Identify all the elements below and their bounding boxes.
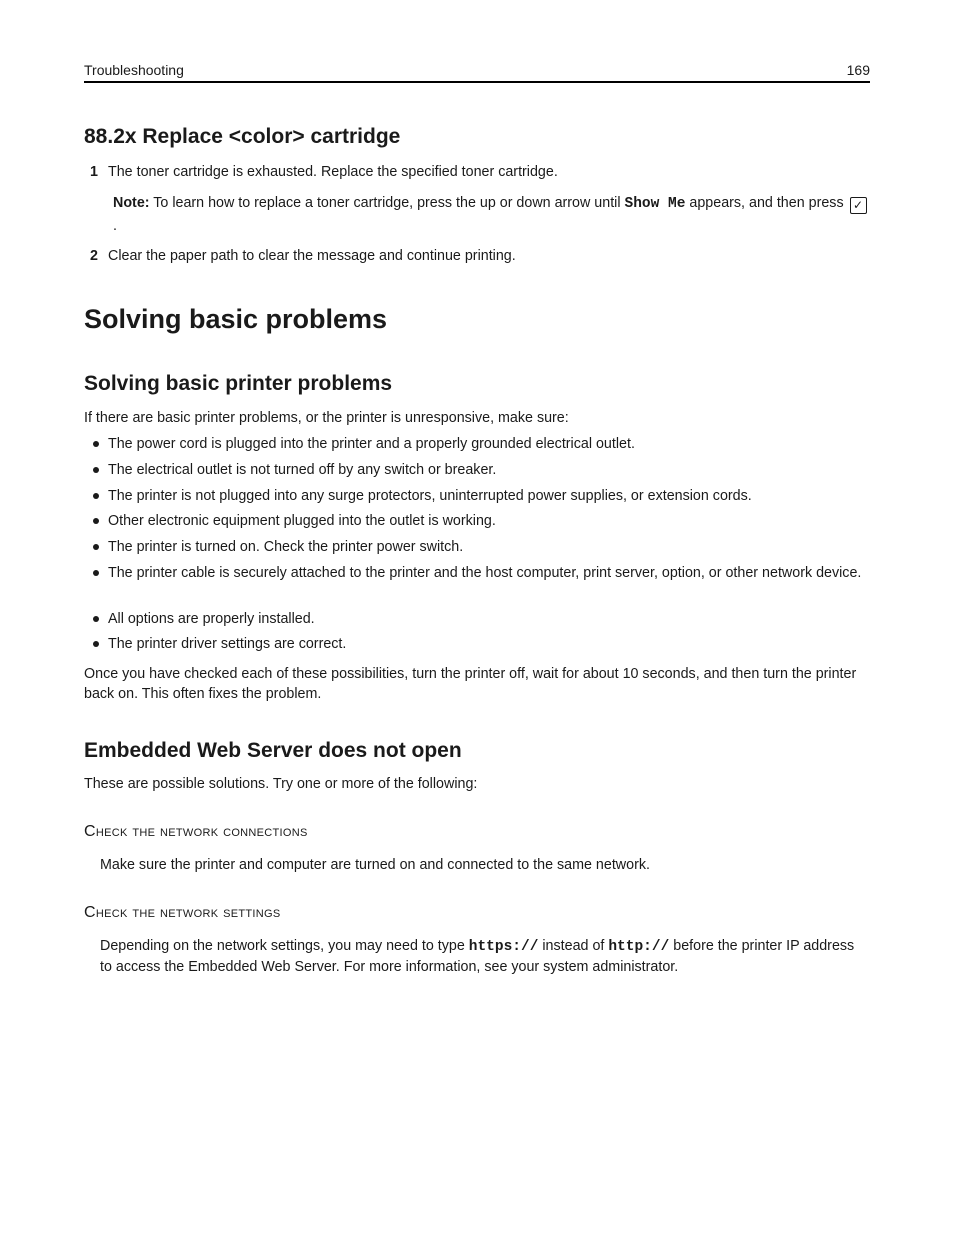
step-number: 1 — [90, 164, 98, 180]
list-item: All options are properly installed. — [84, 609, 870, 634]
bullet-icon — [93, 641, 99, 647]
list-item: The printer is turned on. Check the printer power switch. — [84, 537, 870, 563]
step-text: The toner cartridge is exhausted. Replace the specified toner cartridge. — [108, 164, 558, 180]
note-text: To learn how to replace a toner cartridge, press the up or down arrow until — [149, 195, 625, 211]
note-block — [113, 192, 870, 237]
checklist — [84, 434, 870, 660]
section-heading-basic-printer-problems: Solving basic printer problems — [84, 372, 393, 395]
list-item: The printer is not plugged into any surge protectors, uninterrupted power supplies, or extension cords. — [84, 486, 870, 511]
page-number: 169 — [846, 62, 870, 78]
step-text: Clear the paper path to clear the message and continue printing. — [108, 248, 516, 264]
checkmark-key-icon: ✓ — [850, 197, 867, 214]
step-1 — [84, 162, 870, 182]
bullet-icon — [93, 467, 99, 473]
ews-intro: These are possible solutions. Try one or more of the following: — [84, 776, 478, 792]
section-heading-ews: Embedded Web Server does not open — [84, 739, 462, 762]
header-section-title: Troubleshooting — [84, 62, 184, 78]
bullet-icon — [93, 441, 99, 447]
http-code: http:// — [608, 939, 670, 955]
bullet-icon — [93, 544, 99, 550]
bullet-icon — [93, 616, 99, 622]
step-2 — [84, 246, 870, 266]
subheading-check-settings: Check the network settings — [84, 904, 281, 921]
check-settings-text: Depending on the network settings, you may need to type https:// instead of http:// before the printer IP address to access the Embedded Web Server. For more information, see your system administrator. — [100, 938, 855, 975]
step-number: 2 — [90, 248, 98, 264]
list-item: The power cord is plugged into the printer and a properly grounded electrical outlet. — [84, 434, 870, 460]
check-connections-text: Make sure the printer and computer are turned on and connected to the same network. — [100, 857, 650, 873]
bullet-icon — [93, 518, 99, 524]
note-label: Note: — [113, 195, 150, 211]
list-item: The printer cable is securely attached to the printer and the host computer, print server, option, or other network device. — [84, 563, 870, 609]
subheading-check-connections: Check the network connections — [84, 823, 308, 840]
show-me-code: Show Me — [624, 196, 686, 212]
bullet-icon — [93, 570, 99, 576]
list-item: Other electronic equipment plugged into the outlet is working. — [84, 511, 870, 537]
section-heading-88-2x: 88.2x Replace <color> cartridge — [84, 125, 401, 148]
outro-paragraph: Once you have checked each of these possibilities, turn the printer off, wait for about 10 seconds, and then turn the printer back on. This often fixes the problem. — [84, 666, 857, 702]
list-item: The electrical outlet is not turned off by any switch or breaker. — [84, 460, 870, 486]
list-item: The printer driver settings are correct. — [84, 634, 870, 660]
https-code: https:// — [468, 939, 539, 955]
note-text: . — [113, 218, 117, 234]
note-text: appears, and then press — [685, 195, 848, 211]
chapter-heading: Solving basic problems — [84, 304, 388, 334]
intro-paragraph: If there are basic printer problems, or the printer is unresponsive, make sure: — [84, 410, 569, 426]
bullet-icon — [93, 493, 99, 499]
running-header — [84, 60, 870, 83]
